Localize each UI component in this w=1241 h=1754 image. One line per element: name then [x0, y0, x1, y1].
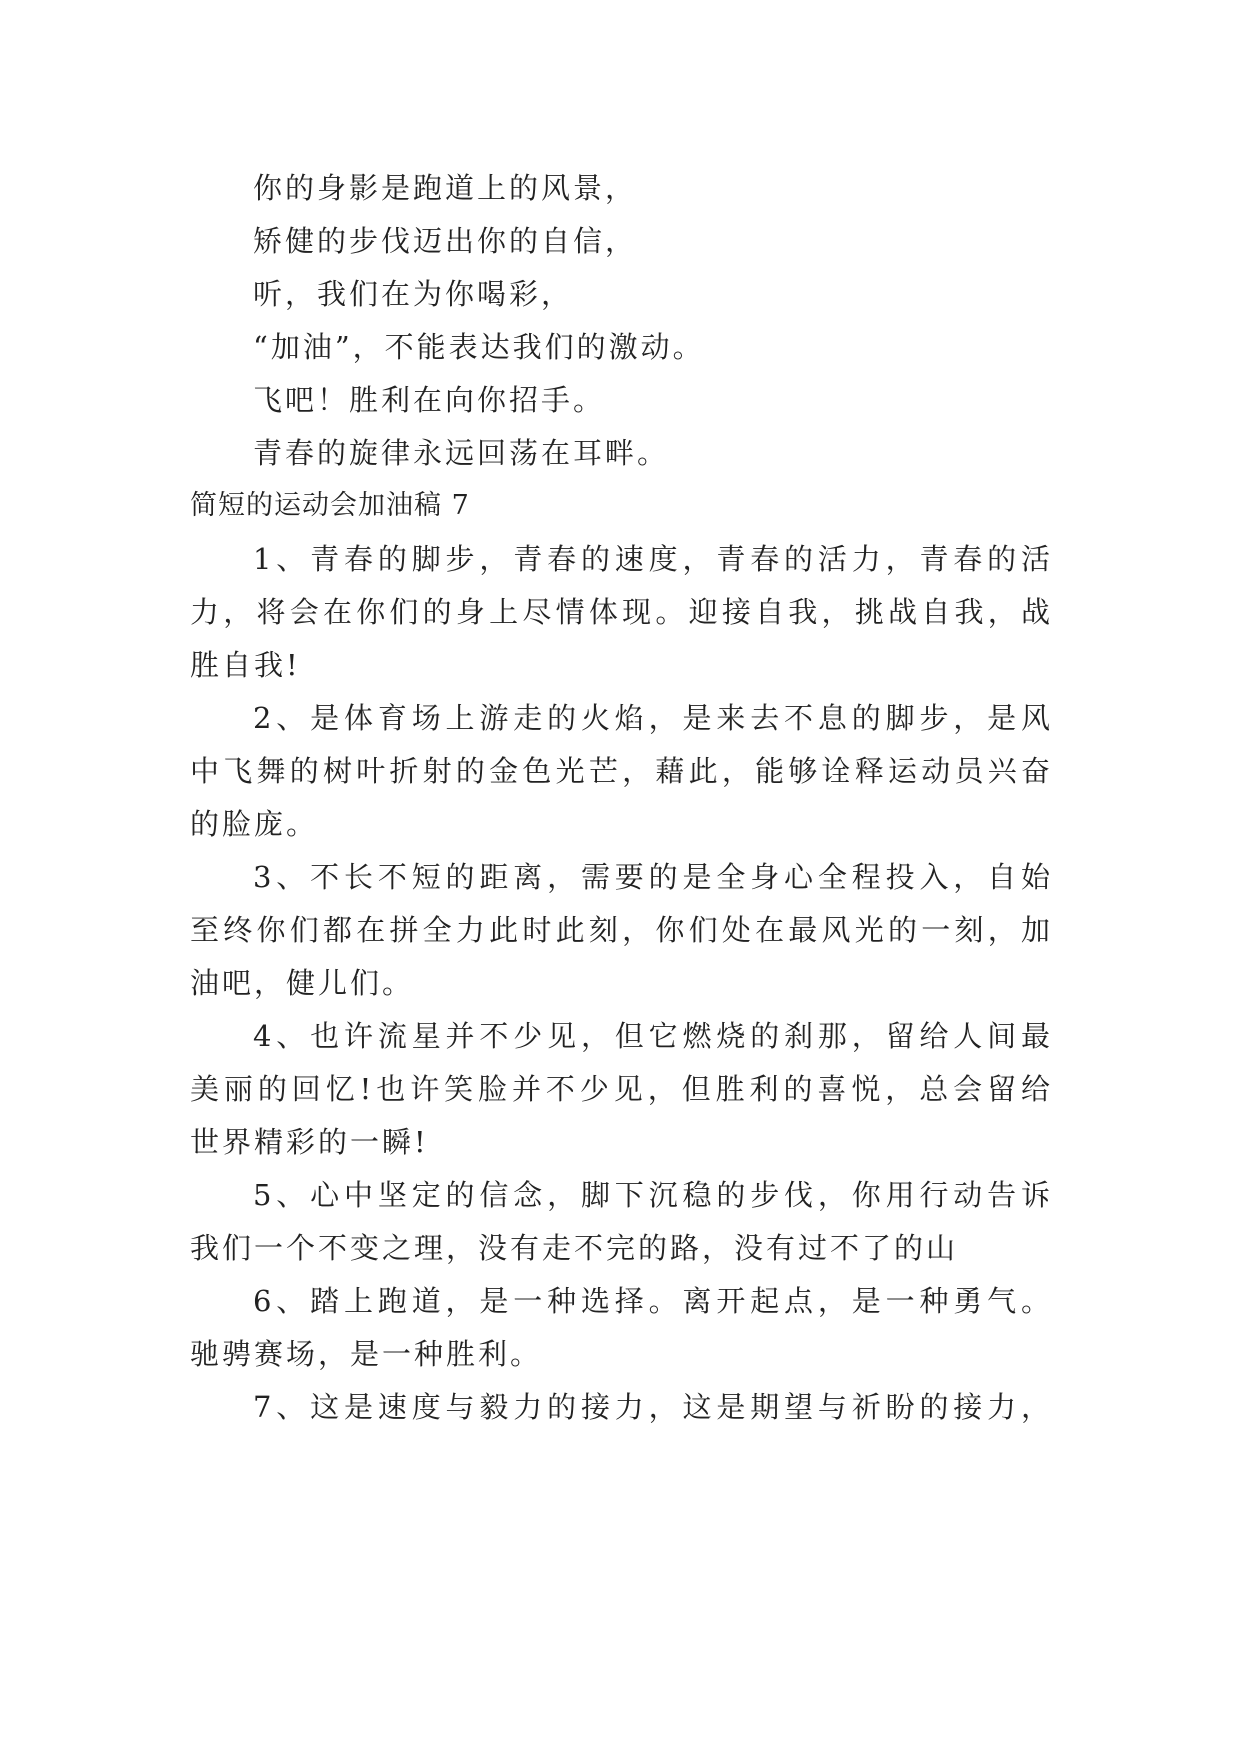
- poem-line: 飞吧！胜利在向你招手。: [253, 383, 606, 417]
- paragraph-line: 至终你们都在拼全力此时此刻，你们处在最风光的一刻，加: [190, 913, 1050, 947]
- poem-line: 听，我们在为你喝彩，: [253, 277, 574, 311]
- paragraph-line: 7、这是速度与毅力的接力，这是期望与祈盼的接力，: [253, 1390, 1050, 1424]
- poem-line: “加油”，不能表达我们的激动。: [253, 330, 705, 364]
- paragraph-line: 力，将会在你们的身上尽情体现。迎接自我，挑战自我，战: [190, 595, 1050, 629]
- poem-line: 矫健的步伐迈出你的自信，: [253, 224, 638, 258]
- paragraph-line: 美丽的回忆!也许笑脸并不少见，但胜利的喜悦，总会留给: [190, 1072, 1050, 1106]
- paragraph-line: 3、不长不短的距离，需要的是全身心全程投入，自始: [253, 860, 1050, 894]
- poem-line: 青春的旋律永远回荡在耳畔。: [253, 436, 670, 470]
- paragraph-line: 4、也许流星并不少见，但它燃烧的刹那，留给人间最: [253, 1019, 1050, 1053]
- paragraph-line: 油吧，健儿们。: [190, 966, 415, 1000]
- paragraph-line: 2、是体育场上游走的火焰，是来去不息的脚步，是风: [253, 701, 1050, 735]
- paragraph-line: 驰骋赛场，是一种胜利。: [190, 1337, 543, 1371]
- poem-line: 你的身影是跑道上的风景，: [253, 171, 638, 205]
- paragraph-line: 世界精彩的一瞬!: [190, 1125, 429, 1159]
- paragraph-line: 中飞舞的树叶折射的金色光芒，藉此，能够诠释运动员兴奋: [190, 754, 1050, 788]
- paragraph-line: 5、心中坚定的信念，脚下沉稳的步伐，你用行动告诉: [253, 1178, 1050, 1212]
- paragraph-line: 1、青春的脚步，青春的速度，青春的活力，青春的活: [253, 542, 1050, 576]
- paragraph-line: 的脸庞。: [190, 807, 319, 841]
- paragraph-line: 6、踏上跑道，是一种选择。离开起点，是一种勇气。: [253, 1284, 1050, 1318]
- paragraph-line: 胜自我!: [190, 648, 301, 682]
- section-title: 简短的运动会加油稿 7: [190, 490, 470, 521]
- paragraph-line: 我们一个不变之理，没有走不完的路，没有过不了的山: [190, 1231, 959, 1265]
